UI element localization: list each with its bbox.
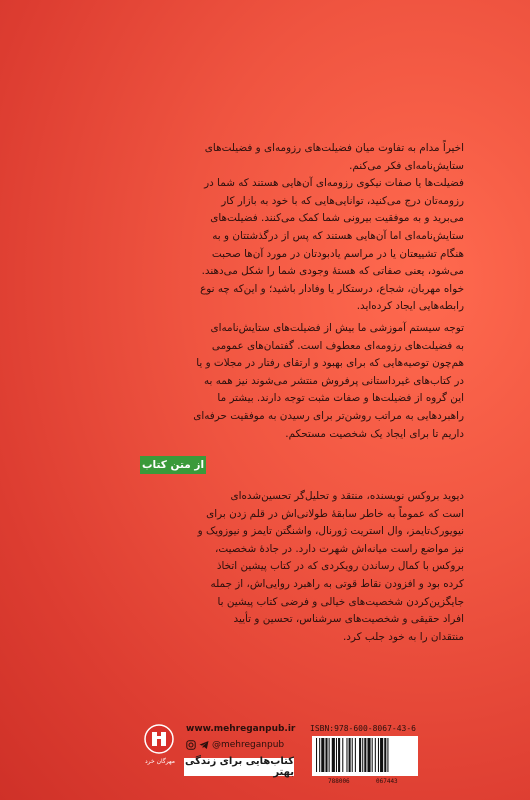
barcode-icon [312, 736, 418, 776]
isbn-block [310, 724, 420, 784]
author-paragraph-line: بروکس با کمال رساندن رویکردی که در کتاب پیشین اتخاذ [216, 560, 464, 573]
second-paragraph-line: هم‌چون توصیه‌هایی که برای بهبود و ارتقای رفتار در مجلات و یا [196, 357, 464, 370]
author-paragraph [146, 488, 464, 646]
second-paragraph-line: این گروه از فضیلت‌ها و صفات مثبت توجه دارند. بیشتر ما [217, 392, 464, 405]
intro-paragraph-line: ستایش‌نامه‌ای اما آن‌هایی هستند که پس از درگذشتتان و به [212, 229, 464, 242]
publisher-logo-icon [144, 724, 174, 754]
second-paragraph-line: داریم تا برای ایجاد یک شخصیت مستحکم. [285, 427, 464, 440]
publisher-social [186, 740, 284, 750]
intro-paragraph-line: می‌شود، یعنی صفاتی که هستهٔ وجودی شما را شکل می‌دهند. [201, 265, 464, 278]
barcode-number-right: 067443 [376, 778, 398, 785]
telegram-icon [199, 740, 209, 750]
intro-paragraph-line: رزومه‌تان درج می‌کنید، توانایی‌هایی که با خود به بازار کار [221, 194, 464, 207]
author-paragraph-line: جایگزین‌کردن شخصیت‌های خیالی و فرضی کتاب پیشین با [217, 595, 464, 608]
intro-paragraph [146, 140, 464, 316]
intro-paragraph-line: ستایش‌نامه‌ای فکر می‌کنم. [349, 159, 464, 172]
intro-paragraph-line: اخیراً مدام به تفاوت میان فضیلت‌های رزومه‌ای و فضیلت‌های [204, 142, 464, 154]
second-paragraph-line: توجه سیستم آموزشی ما بیش از فضیلت‌های ستایش‌نامه‌ای [210, 322, 464, 334]
second-paragraph-line: راهبردهایی به مراتب روشن‌تر برای رسیدن به موفقیت حرفه‌ای [193, 409, 464, 422]
intro-paragraph-line: رابطه‌هایی ایجاد کرده‌اید. [356, 300, 464, 313]
author-paragraph-line: منتقدان را به خود جلب کرد. [342, 630, 464, 643]
author-paragraph-line: دیوید بروکس نویسنده، منتقد و تحلیل‌گر تحسین‌شده‌ای [230, 490, 464, 502]
intro-paragraph-line: فضیلت‌ها یا صفات نیکوی رزومه‌ای آن‌هایی هستند که شما در [204, 177, 464, 190]
author-paragraph-line: نیز مواضع راست میانه‌اش شهرت دارد. در جادهٔ شخصیت، [215, 542, 464, 555]
intro-paragraph-line: هنگام تشییعتان یا در مراسم یادبودتان در مورد آن‌ها صحبت [211, 247, 464, 260]
author-paragraph-line: است که عموماً به خاطر سابقهٔ طولانی‌اش در قلم زدن برای [206, 507, 464, 520]
publisher-website-link[interactable]: www.mehreganpub.ir [186, 724, 296, 734]
instagram-icon [186, 740, 196, 750]
author-paragraph-line: کرده بود و افزودن نقاط قوتی به راهبرد روایی‌اش، از جمله [210, 577, 464, 590]
from-book-badge: از متن کتاب [140, 456, 206, 474]
publisher-tagline: کتاب‌هایی برای زندگی بهتر [184, 756, 294, 778]
barcode-number-left: 788006 [328, 778, 350, 785]
isbn-text: ISBN:978-600-8067-43-6 [310, 724, 416, 733]
publisher-handle[interactable]: @mehreganpub [212, 740, 285, 750]
author-paragraph-line: افراد حقیقی و شخصیت‌های سرشناس، تحسین و تأیید [233, 613, 464, 626]
publisher-logo-text: مهرگان خرد [145, 758, 175, 765]
second-paragraph-line: به فضیلت‌های رزومه‌ای معطوف است. گفتمان‌های عمومی [211, 339, 464, 352]
second-paragraph-line: در کتاب‌های غیرداستانی پرفروش منتشر می‌شوند نیز همه به [203, 374, 464, 387]
second-paragraph [146, 320, 464, 443]
author-paragraph-line: نیویورک‌تایمز، وال استریت ژورنال، واشنگتن تایمز و نیوزویک و [197, 525, 464, 538]
intro-paragraph-line: می‌برید و به موفقیت بیرونی شما کمک می‌کنند. فضیلت‌های [210, 212, 464, 225]
intro-paragraph-line: خواه مهربان، شجاع، درستکار یا وفادار باشید؛ و این‌که چه نوع [200, 282, 464, 295]
